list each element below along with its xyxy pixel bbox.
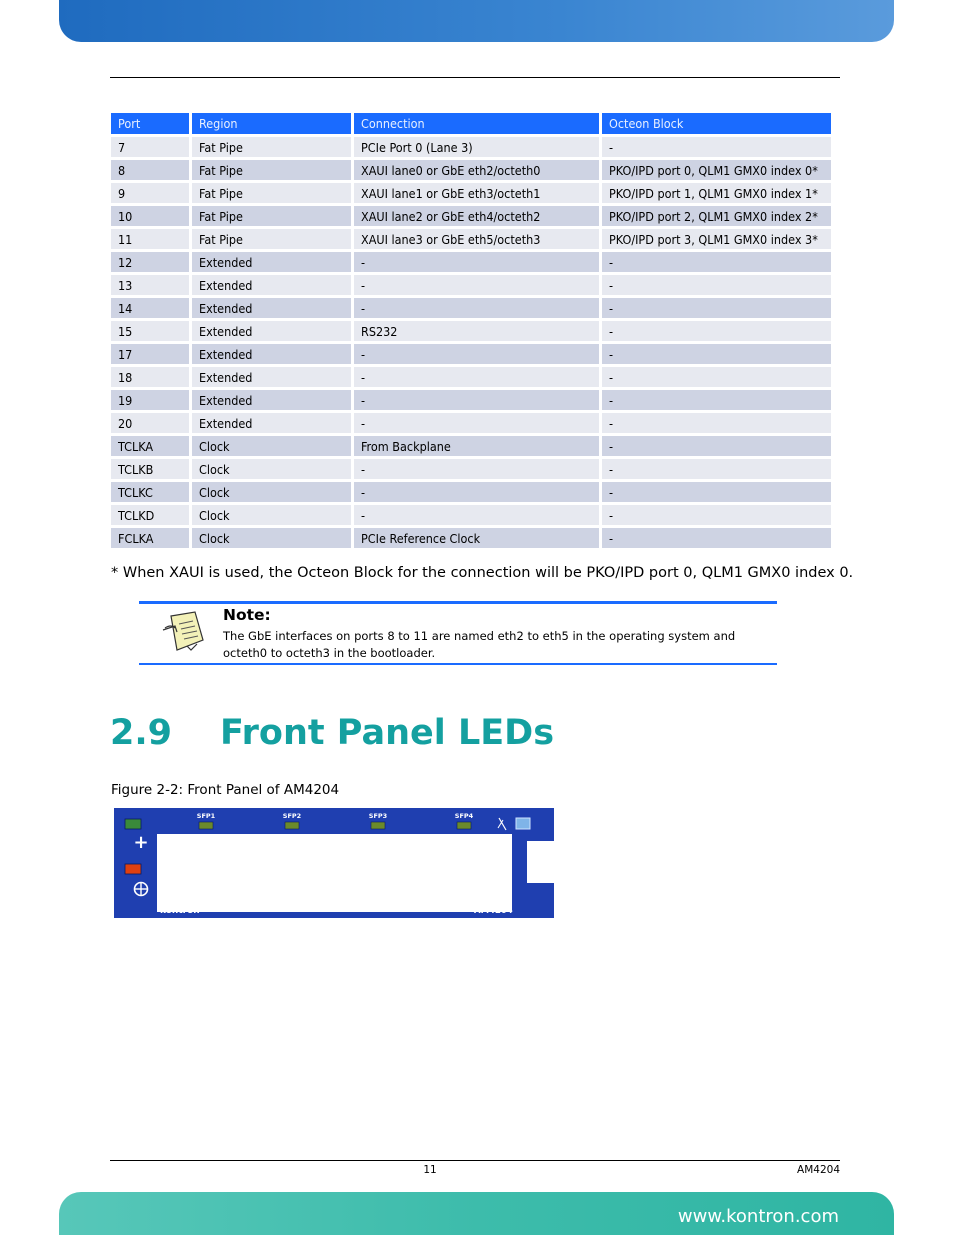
header-connection: Connection (351, 113, 599, 134)
cell-port: 12 (111, 252, 189, 272)
section-title: Front Panel LEDs (220, 713, 555, 753)
page-number: 11 (423, 1164, 437, 1176)
cell-port: TCLKA (111, 436, 189, 456)
cell-region: Clock (189, 459, 351, 479)
table-row (111, 298, 831, 318)
cell-connection: XAUI lane3 or GbE eth5/octeth3 (351, 229, 599, 249)
cell-port: 9 (111, 183, 189, 203)
cell-region: Clock (189, 528, 351, 548)
cell-port: 7 (111, 137, 189, 157)
cell-connection: - (351, 413, 599, 433)
model-label: AM4204 (474, 906, 513, 916)
cell-octeon-block: - (599, 436, 831, 456)
table-row (111, 505, 831, 525)
cell-octeon-block: - (599, 367, 831, 387)
cell-octeon-block: - (599, 344, 831, 364)
side-latch (527, 841, 554, 883)
cell-octeon-block: - (599, 505, 831, 525)
cell-port: 17 (111, 344, 189, 364)
cell-connection: XAUI lane2 or GbE eth4/octeth2 (351, 206, 599, 226)
table-row (111, 367, 831, 387)
cell-port: 10 (111, 206, 189, 226)
cell-connection: - (351, 390, 599, 410)
sfp-label: SFP1 (196, 812, 216, 820)
cell-region: Extended (189, 298, 351, 318)
status-led-blue (516, 818, 530, 829)
section-heading (110, 713, 554, 753)
led-green (125, 819, 141, 829)
cell-connection: - (351, 367, 599, 387)
cell-region: Fat Pipe (189, 160, 351, 180)
document-name: AM4204 (797, 1164, 840, 1176)
cell-octeon-block: PKO/IPD port 3, QLM1 GMX0 index 3* (599, 229, 831, 249)
header-octeon-block: Octeon Block (599, 113, 831, 134)
cell-octeon-block: - (599, 528, 831, 548)
header-port: Port (111, 113, 189, 134)
table-header-row (111, 113, 831, 134)
cell-port: FCLKA (111, 528, 189, 548)
cell-region: Fat Pipe (189, 229, 351, 249)
cell-connection: RS232 (351, 321, 599, 341)
figure-caption: Figure 2-2: Front Panel of AM4204 (111, 782, 340, 798)
sfp-led (285, 822, 299, 829)
table-row (111, 413, 831, 433)
cell-region: Clock (189, 505, 351, 525)
cell-port: 19 (111, 390, 189, 410)
cell-connection: PCIe Reference Clock (351, 528, 599, 548)
top-banner (59, 0, 894, 42)
table-row (111, 229, 831, 249)
bottom-banner (59, 1192, 894, 1235)
cell-port: TCLKD (111, 505, 189, 525)
cell-connection: - (351, 482, 599, 502)
cell-connection: - (351, 459, 599, 479)
cell-port: 15 (111, 321, 189, 341)
cell-region: Extended (189, 367, 351, 387)
cell-region: Clock (189, 436, 351, 456)
note-box (139, 601, 777, 665)
table-row (111, 252, 831, 272)
cell-region: Fat Pipe (189, 183, 351, 203)
cell-connection: XAUI lane0 or GbE eth2/octeth0 (351, 160, 599, 180)
sfp-led (457, 822, 471, 829)
website-link[interactable]: www.kontron.com (677, 1206, 839, 1227)
cell-port: 18 (111, 367, 189, 387)
sfp-cage-area (157, 834, 512, 912)
cell-connection: PCIe Port 0 (Lane 3) (351, 137, 599, 157)
table-row (111, 206, 831, 226)
cell-connection: - (351, 344, 599, 364)
header-rule (110, 77, 840, 78)
note-paper-icon (161, 610, 207, 654)
note-text: The GbE interfaces on ports 8 to 11 are named eth2 to eth5 in the operating system and octeth0 to octeth3 in the bootloader. (223, 629, 736, 660)
table-row (111, 459, 831, 479)
cell-port: 11 (111, 229, 189, 249)
cell-connection: - (351, 275, 599, 295)
cell-connection: From Backplane (351, 436, 599, 456)
cell-region: Extended (189, 252, 351, 272)
cell-port: TCLKB (111, 459, 189, 479)
table-row (111, 321, 831, 341)
cell-connection: - (351, 298, 599, 318)
hotswap-icon (134, 882, 148, 896)
cell-connection: - (351, 252, 599, 272)
cell-octeon-block: - (599, 321, 831, 341)
cell-octeon-block: - (599, 252, 831, 272)
cell-port: 14 (111, 298, 189, 318)
table-row (111, 528, 831, 548)
sfp-label: SFP2 (282, 812, 302, 820)
table-body (111, 137, 831, 548)
cell-region: Extended (189, 275, 351, 295)
cell-region: Extended (189, 344, 351, 364)
table-row (111, 482, 831, 502)
table-row (111, 183, 831, 203)
cell-connection: XAUI lane1 or GbE eth3/octeth1 (351, 183, 599, 203)
table-row (111, 275, 831, 295)
cell-octeon-block: - (599, 413, 831, 433)
footer-rule (110, 1160, 840, 1161)
cell-octeon-block: - (599, 275, 831, 295)
table-row (111, 436, 831, 456)
cell-port: 13 (111, 275, 189, 295)
sfp-label: SFP4 (454, 812, 474, 820)
front-panel-figure (114, 808, 554, 918)
cell-port: TCLKC (111, 482, 189, 502)
port-table (111, 110, 831, 551)
table-footnote: * When XAUI is used, the Octeon Block for the connection will be PKO/IPD port 0, QLM1 GMX0 index 0. (111, 565, 854, 581)
table-row (111, 390, 831, 410)
cell-region: Extended (189, 390, 351, 410)
cell-port: 20 (111, 413, 189, 433)
cell-octeon-block: - (599, 298, 831, 318)
cell-octeon-block: PKO/IPD port 0, QLM1 GMX0 index 0* (599, 160, 831, 180)
cell-region: Extended (189, 413, 351, 433)
cell-connection: - (351, 505, 599, 525)
sfp-led (371, 822, 385, 829)
brand-logo: kontron (160, 906, 200, 916)
cell-octeon-block: - (599, 482, 831, 502)
cell-octeon-block: PKO/IPD port 2, QLM1 GMX0 index 2* (599, 206, 831, 226)
sfp-label: SFP3 (368, 812, 388, 820)
cell-octeon-block: PKO/IPD port 1, QLM1 GMX0 index 1* (599, 183, 831, 203)
table-row (111, 160, 831, 180)
cell-port: 8 (111, 160, 189, 180)
cell-octeon-block: - (599, 390, 831, 410)
cell-octeon-block: - (599, 459, 831, 479)
cell-region: Fat Pipe (189, 206, 351, 226)
cell-region: Extended (189, 321, 351, 341)
led-red (125, 864, 141, 874)
note-title: Note: (223, 606, 271, 624)
sfp-led (199, 822, 213, 829)
plus-icon: + (133, 832, 149, 853)
header-region: Region (189, 113, 351, 134)
cell-region: Clock (189, 482, 351, 502)
cell-octeon-block: - (599, 137, 831, 157)
table-row (111, 344, 831, 364)
table-row (111, 137, 831, 157)
section-number: 2.9 (110, 713, 173, 753)
cell-region: Fat Pipe (189, 137, 351, 157)
